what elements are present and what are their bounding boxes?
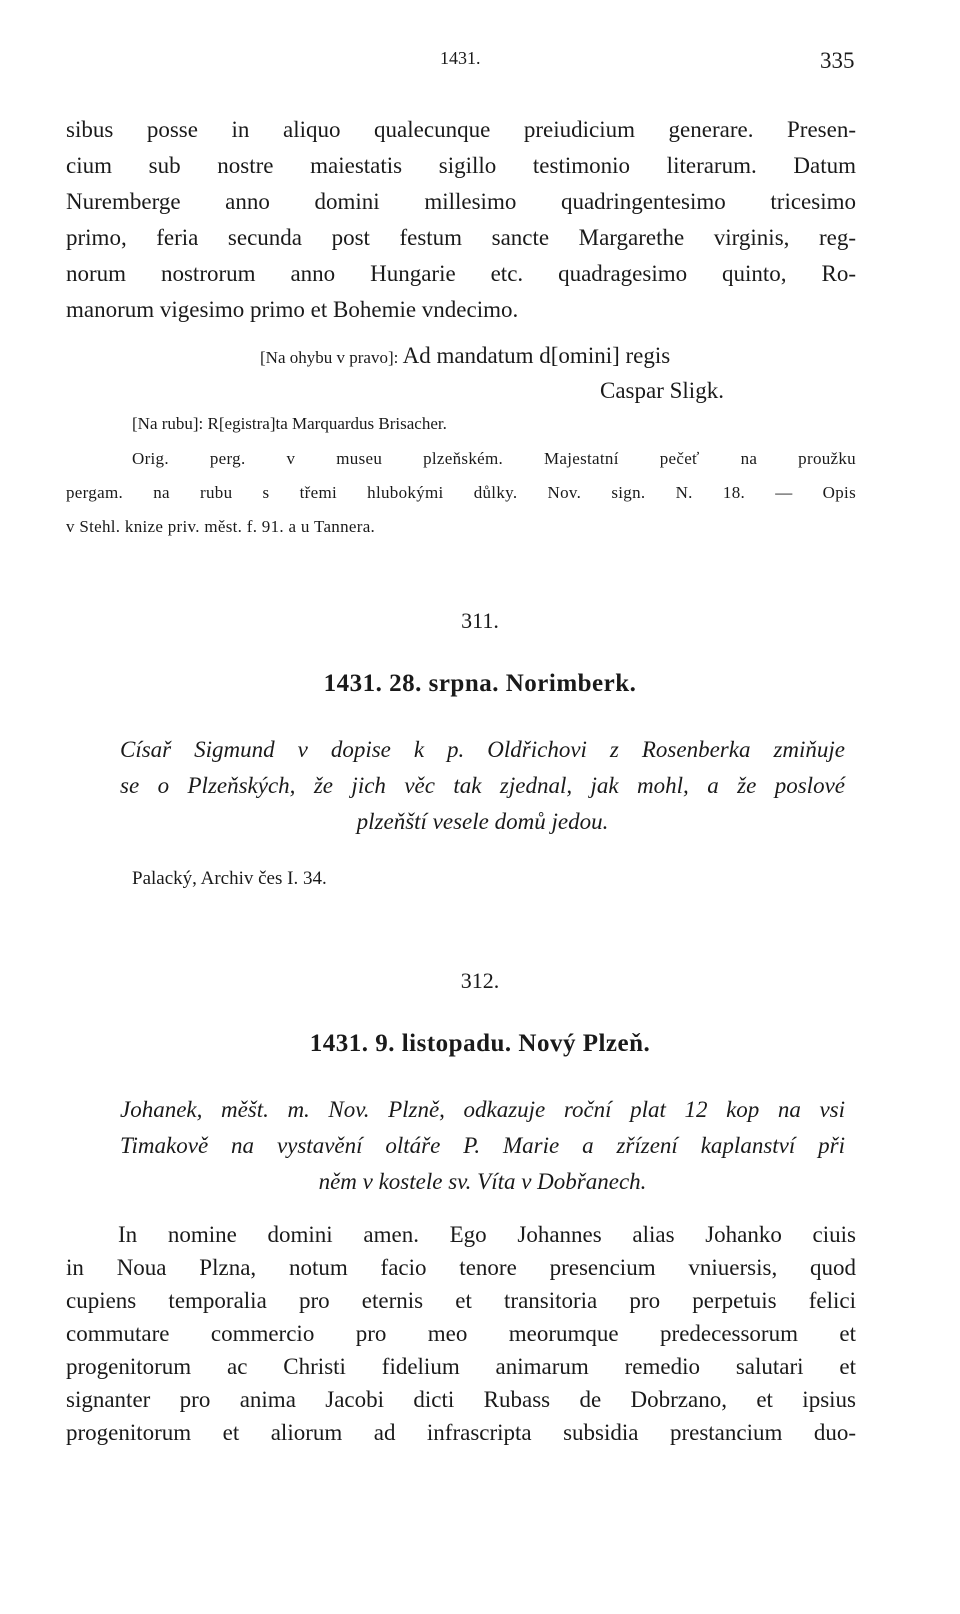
- document-heading-311: 1431. 28. srpna. Norimberk.: [323, 670, 637, 697]
- margin-label: [Na rubu]:: [132, 414, 204, 433]
- running-header-year: 1431.: [440, 48, 481, 68]
- text-line: commutare commercio pro meo meorumque predecessorum et: [66, 1321, 856, 1346]
- document-number-312: 312.: [460, 968, 500, 993]
- archival-notes: [66, 442, 856, 544]
- text-line: cium sub nostre maiestatis sigillo testimonio literarum. Datum: [66, 153, 856, 178]
- note-line: pergam. na rubu s třemi hlubokými důlky. Nov. sign. N. 18. — Opis: [66, 483, 856, 502]
- fold-text: Ad mandatum d[omini] regis: [402, 343, 671, 368]
- text-line: progenitorum et aliorum ad infrascripta subsidia prestancium duo-: [66, 1420, 856, 1445]
- intro-paragraph: [66, 112, 856, 328]
- text-line: norum nostrorum anno Hungarie etc. quadragesimo quinto, Ro-: [66, 261, 856, 286]
- note-line: Orig. perg. v museu plzeňském. Majestatní pečeť na proužku: [132, 449, 856, 468]
- regest-312: [120, 1092, 845, 1200]
- source-citation-311: Palacký, Archiv čes I. 34.: [132, 868, 327, 889]
- text-line: manorum vigesimo primo et Bohemie vndecimo.: [66, 297, 519, 322]
- text-line: progenitorum ac Christi fidelium animarum remedio salutari et: [66, 1354, 856, 1379]
- regest-line: Johanek, měšt. m. Nov. Plzně, odkazuje roční plat 12 kop na vsi: [120, 1097, 845, 1122]
- text-line: primo, feria secunda post festum sancte Margarethe virginis, reg-: [66, 225, 856, 250]
- fold-label: [Na ohybu v pravo]:: [260, 348, 399, 367]
- regest-line: se o Plzeňských, že jich věc tak zjednal, jak mohl, a že poslové: [120, 773, 845, 798]
- text-line: Nuremberge anno domini millesimo quadringentesimo tricesimo: [66, 189, 856, 214]
- signer-name: Caspar Sligk.: [600, 378, 724, 403]
- regest-line: něm v kostele sv. Víta v Dobřanech.: [318, 1169, 647, 1194]
- text-line: signanter pro anima Jacobi dicti Rubass de Dobrzano, et ipsius: [66, 1387, 856, 1412]
- charter-body-312: [66, 1218, 856, 1449]
- page-number: 335: [820, 48, 855, 73]
- margin-endorsement: [132, 408, 447, 440]
- regest-line: Císař Sigmund v dopise k p. Oldřichovi z Rosenberka zmiňuje: [120, 737, 845, 762]
- note-line: v Stehl. knize priv. měst. f. 91. a u Tannera.: [66, 517, 376, 536]
- margin-text: R[egistra]ta Marquardus Brisacher.: [207, 414, 447, 433]
- text-line: in Noua Plzna, notum facio tenore presencium vniuersis, quod: [66, 1255, 856, 1280]
- regest-line: Timakově na vystavění oltáře P. Marie a zřízení kaplanství při: [120, 1133, 845, 1158]
- document-heading-312: 1431. 9. listopadu. Nový Plzeň.: [309, 1030, 651, 1057]
- text-line: In nomine domini amen. Ego Johannes alias Johanko ciuis: [118, 1222, 856, 1247]
- fold-endorsement: [260, 340, 670, 374]
- text-line: sibus posse in aliquo qualecunque preiudicium generare. Presen-: [66, 117, 856, 142]
- regest-line: plzeňští vesele domů jedou.: [356, 809, 609, 834]
- text-line: cupiens temporalia pro eternis et transitoria pro perpetuis felici: [66, 1288, 856, 1313]
- regest-311: [120, 732, 845, 840]
- document-number-311: 311.: [461, 608, 499, 633]
